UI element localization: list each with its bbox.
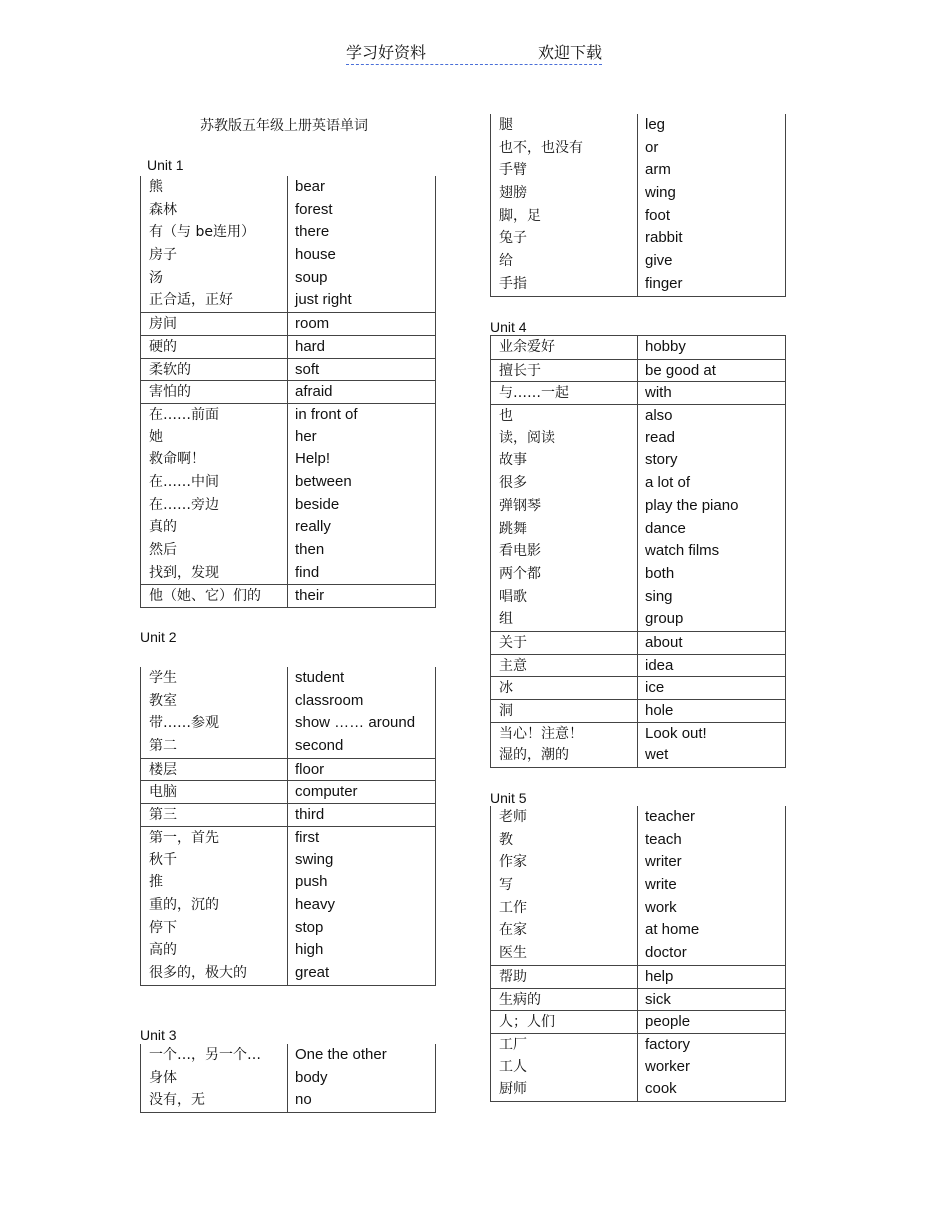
vocab-row [141, 826, 435, 849]
english-term: find [295, 563, 320, 581]
vocab-row [491, 381, 785, 404]
vocab-row [141, 176, 435, 199]
chinese-term: 高的 [149, 942, 177, 959]
english-term: great [295, 963, 330, 981]
english-term: forest [295, 200, 333, 218]
english-term: cook [645, 1080, 677, 1098]
vocab-row [141, 494, 435, 517]
vocab-row [491, 359, 785, 382]
chinese-term: 冰 [499, 680, 513, 697]
vocab-row [141, 871, 435, 894]
chinese-term: 有（与 be连用） [149, 224, 255, 241]
vocab-row [141, 380, 435, 403]
english-term: group [645, 610, 684, 628]
vocab-row [491, 336, 785, 359]
vocab-row [141, 448, 435, 471]
english-term: floor [295, 760, 325, 778]
english-term: show …… around [295, 714, 416, 732]
english-term: hobby [645, 338, 686, 355]
vocab-row [141, 939, 435, 962]
chinese-term: 一个…，另一个… [149, 1047, 261, 1063]
english-term: ice [645, 679, 665, 697]
chinese-term: 真的 [149, 519, 177, 536]
chinese-term: 没有，无 [149, 1092, 205, 1109]
chinese-term: 身体 [149, 1069, 177, 1086]
english-term: afraid [295, 383, 333, 401]
vocab-row [141, 516, 435, 539]
chinese-term: 老师 [499, 809, 527, 825]
vocab-row [491, 1056, 785, 1079]
english-term: story [645, 451, 678, 469]
chinese-term: 也不，也没有 [499, 139, 583, 156]
chinese-term: 看电影 [499, 543, 541, 560]
vocab-row [491, 495, 785, 518]
vocab-row [141, 426, 435, 449]
vocab-row [141, 539, 435, 562]
english-term: sick [645, 990, 671, 1008]
chinese-term: 脚，足 [499, 207, 541, 224]
vocab-row [491, 518, 785, 541]
vocab-row [141, 312, 435, 335]
vocab-row [491, 874, 785, 897]
english-term: body [295, 1068, 328, 1086]
vocab-row [491, 608, 785, 631]
english-term: no [295, 1091, 312, 1109]
vocab-row [141, 758, 435, 781]
vocab-row [141, 1067, 435, 1090]
chinese-term: 组 [499, 611, 513, 628]
chinese-term: 帮助 [499, 968, 527, 985]
unit-4-table [490, 335, 786, 768]
chinese-term: 楼层 [149, 761, 177, 778]
vocab-row [491, 1010, 785, 1033]
english-term: be good at [645, 361, 716, 379]
chinese-term: 汤 [149, 269, 163, 286]
chinese-term: 教 [499, 831, 513, 848]
vocab-row [491, 205, 785, 228]
english-term: also [645, 407, 673, 425]
header-left-text: 学习好资料 [346, 43, 427, 62]
unit-3-table [140, 1044, 436, 1113]
english-term: swing [295, 850, 334, 868]
vocab-row [491, 137, 785, 160]
chinese-term: 正合适，正好 [149, 292, 233, 309]
unit-3-label: Unit 3 [140, 1027, 177, 1043]
english-term: writer [645, 853, 682, 871]
english-term: room [295, 315, 330, 333]
english-term: at home [645, 921, 700, 939]
english-term: teach [645, 830, 682, 848]
vocab-row [141, 358, 435, 381]
chinese-term: 他（她、它）们的 [149, 588, 261, 605]
unit-1-label: Unit 1 [147, 157, 184, 173]
english-term: wet [645, 746, 669, 764]
english-term: with [645, 384, 672, 402]
chinese-term: 给 [499, 253, 513, 270]
english-term: idea [645, 656, 674, 674]
english-term: classroom [295, 691, 364, 709]
vocab-row [491, 1033, 785, 1056]
english-term: Help! [295, 450, 331, 468]
chinese-term: 第三 [149, 807, 177, 824]
english-term: in front of [295, 405, 358, 423]
vocab-row [491, 563, 785, 586]
english-term: rabbit [645, 229, 683, 247]
vocab-row [141, 962, 435, 985]
chinese-term: 读，阅读 [499, 429, 555, 446]
vocab-row [491, 829, 785, 852]
vocab-row [491, 182, 785, 205]
chinese-term: 腿 [499, 117, 513, 133]
chinese-term: 与……一起 [499, 385, 569, 402]
vocab-row [491, 1078, 785, 1101]
chinese-term: 洞 [499, 703, 513, 719]
chinese-term: 也 [499, 408, 513, 425]
english-term: heavy [295, 895, 336, 913]
chinese-term: 找到，发现 [149, 564, 219, 581]
english-term: worker [645, 1057, 691, 1075]
vocab-row [491, 654, 785, 677]
header-right-text: 欢迎下载 [537, 43, 602, 62]
vocab-row [141, 917, 435, 940]
english-term: soft [295, 360, 320, 378]
vocab-row [491, 427, 785, 450]
vocab-row [491, 744, 785, 767]
chinese-term: 柔软的 [149, 361, 191, 378]
english-term: soup [295, 268, 328, 286]
english-term: dance [645, 519, 686, 537]
chinese-term: 写 [499, 877, 513, 894]
english-term: or [645, 138, 659, 156]
english-term: push [295, 873, 328, 891]
unit-2-table [140, 667, 436, 986]
chinese-term: 在……前面 [149, 406, 219, 423]
vocab-row [491, 942, 785, 965]
vocab-row [141, 471, 435, 494]
english-term: play the piano [645, 496, 739, 514]
english-term: about [645, 633, 683, 651]
english-term: her [295, 427, 317, 445]
vocab-row [491, 676, 785, 699]
chinese-term: 救命啊！ [149, 451, 205, 468]
english-term: finger [645, 274, 683, 292]
english-term: Look out! [645, 724, 707, 742]
english-term: hole [645, 702, 674, 719]
vocab-row [491, 586, 785, 609]
english-term: both [645, 564, 675, 582]
vocab-row [141, 403, 435, 426]
chinese-term: 故事 [499, 452, 527, 469]
english-term: there [295, 223, 330, 241]
unit-4-label: Unit 4 [490, 319, 527, 335]
vocab-row [141, 667, 435, 690]
english-term: house [295, 246, 336, 264]
vocab-row [141, 244, 435, 267]
chinese-term: 两个都 [499, 565, 541, 582]
vocab-row [141, 894, 435, 917]
vocab-row [141, 712, 435, 735]
english-term: their [295, 587, 325, 605]
english-term: high [295, 941, 324, 959]
english-term: wing [645, 184, 676, 202]
vocab-row [491, 540, 785, 563]
vocab-row [491, 919, 785, 942]
chinese-term: 电脑 [149, 784, 177, 801]
vocab-row [491, 404, 785, 427]
chinese-term: 教室 [149, 692, 177, 709]
vocab-row [491, 722, 785, 745]
vocab-row [491, 965, 785, 988]
vocab-row [491, 449, 785, 472]
english-term: give [645, 252, 673, 270]
english-term: bear [295, 178, 326, 195]
chinese-term: 工作 [499, 899, 527, 916]
chinese-term: 学生 [149, 670, 177, 686]
chinese-term: 重的，沉的 [149, 896, 219, 913]
chinese-term: 翅膀 [499, 185, 527, 202]
chinese-term: 主意 [499, 657, 527, 674]
chinese-term: 害怕的 [149, 384, 191, 401]
chinese-term: 房子 [149, 247, 177, 264]
chinese-term: 在家 [499, 922, 527, 939]
unit-2-label: Unit 2 [140, 629, 177, 645]
document-title: 苏教版五年级上册英语单词 [200, 118, 368, 134]
english-term: leg [645, 116, 666, 133]
chinese-term: 厨师 [499, 1081, 527, 1098]
english-term: One the other [295, 1046, 387, 1063]
chinese-term: 手指 [499, 275, 527, 292]
vocab-row [141, 289, 435, 312]
english-term: between [295, 472, 352, 490]
vocab-row [141, 849, 435, 872]
vocab-row [141, 267, 435, 290]
english-term: write [645, 876, 677, 894]
unit-5-label: Unit 5 [490, 790, 527, 806]
chinese-term: 工人 [499, 1058, 527, 1075]
chinese-term: 秋千 [149, 851, 177, 868]
chinese-term: 推 [149, 874, 163, 891]
english-term: computer [295, 783, 358, 801]
chinese-term: 工厂 [499, 1036, 527, 1053]
english-term: teacher [645, 808, 696, 825]
vocab-row [141, 735, 435, 758]
english-term: stop [295, 918, 324, 936]
vocab-row [141, 690, 435, 713]
chinese-term: 在……中间 [149, 473, 219, 490]
chinese-term: 很多 [499, 475, 527, 492]
chinese-term: 唱歌 [499, 588, 527, 605]
chinese-term: 作家 [499, 854, 527, 871]
chinese-term: 然后 [149, 542, 177, 558]
english-term: really [295, 518, 331, 536]
page-header [346, 40, 602, 65]
chinese-term: 硬的 [149, 338, 177, 355]
english-term: watch films [645, 542, 720, 560]
vocab-row [141, 584, 435, 607]
vocab-row [491, 897, 785, 920]
chinese-term: 医生 [499, 945, 527, 962]
vocab-row [491, 806, 785, 829]
english-term: a lot of [645, 474, 691, 492]
vocab-row [491, 273, 785, 296]
english-term: foot [645, 206, 671, 224]
chinese-term: 弹钢琴 [499, 497, 541, 514]
vocab-row [491, 227, 785, 250]
chinese-term: 手臂 [499, 162, 527, 179]
english-term: people [645, 1013, 691, 1031]
chinese-term: 生病的 [499, 991, 541, 1008]
english-term: student [295, 669, 345, 686]
english-term: third [295, 806, 325, 824]
chinese-term: 跳舞 [499, 520, 527, 537]
chinese-term: 房间 [149, 316, 177, 333]
english-term: work [645, 898, 677, 916]
english-term: then [295, 541, 325, 558]
chinese-term: 湿的，潮的 [499, 747, 569, 764]
unit-1-table [140, 176, 436, 608]
chinese-term: 熊 [149, 179, 163, 195]
english-term: sing [645, 587, 673, 605]
chinese-term: 第一，首先 [149, 829, 219, 846]
english-term: second [295, 737, 344, 755]
vocab-row [491, 988, 785, 1011]
chinese-term: 停下 [149, 919, 177, 936]
vocab-row [141, 199, 435, 222]
chinese-term: 当心！注意！ [499, 725, 583, 742]
chinese-term: 关于 [499, 634, 527, 651]
vocab-row [491, 851, 785, 874]
chinese-term: 人；人们 [499, 1014, 555, 1031]
chinese-term: 带……参观 [149, 715, 219, 732]
english-term: arm [645, 161, 671, 179]
vocab-row [491, 250, 785, 273]
vocab-row [141, 562, 435, 585]
chinese-term: 很多的，极大的 [149, 964, 247, 981]
english-term: just right [295, 291, 352, 309]
chinese-term: 第二 [149, 738, 177, 755]
vocab-row [141, 803, 435, 826]
vocab-row [491, 472, 785, 495]
vocab-row [141, 1044, 435, 1067]
english-term: beside [295, 495, 340, 513]
english-term: doctor [645, 944, 687, 962]
chinese-term: 业余爱好 [499, 339, 555, 355]
english-term: help [645, 967, 674, 985]
chinese-term: 森林 [149, 201, 177, 218]
english-term: hard [295, 337, 326, 355]
vocab-row [491, 699, 785, 722]
english-term: first [295, 828, 320, 846]
vocab-row [141, 335, 435, 358]
vocab-row [141, 780, 435, 803]
vocab-row [141, 1089, 435, 1112]
chinese-term: 在……旁边 [149, 496, 219, 513]
unit-5-table [490, 806, 786, 1102]
vocab-row [491, 631, 785, 654]
english-term: read [645, 428, 676, 446]
chinese-term: 擅长于 [499, 362, 541, 379]
unit-3-table-continued [490, 114, 786, 297]
english-term: factory [645, 1035, 691, 1053]
vocab-row [491, 159, 785, 182]
vocab-row [141, 221, 435, 244]
chinese-term: 她 [149, 428, 163, 445]
chinese-term: 兔子 [499, 230, 527, 247]
vocab-row [491, 114, 785, 137]
